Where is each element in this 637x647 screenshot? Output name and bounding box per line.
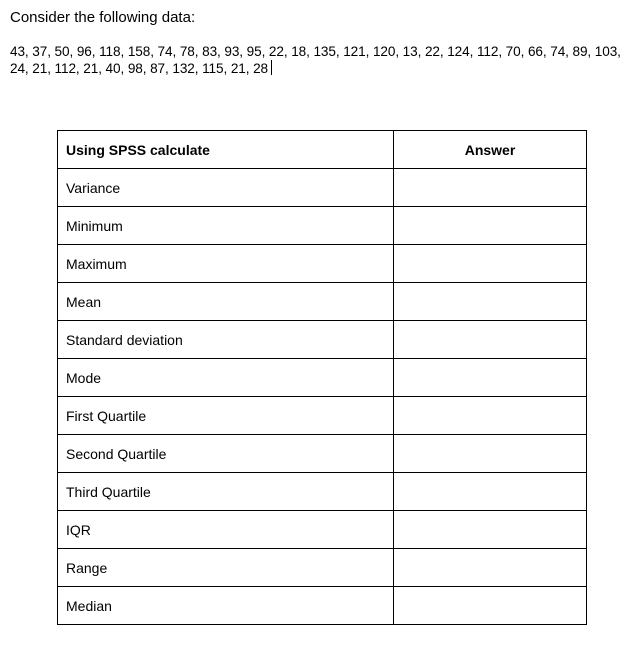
table-row: [58, 359, 587, 397]
data-values-text: 43, 37, 50, 96, 118, 158, 74, 78, 83, 93, 95, 22, 18, 135, 121, 120, 13, 22, 124, 112, 70, 66, 74, 89, 103, 24, 21, 112, 21, 40, 98, 87, 132, 115, 21, 28: [10, 44, 621, 76]
table-row: [58, 245, 587, 283]
intro-text: Consider the following data:: [10, 9, 196, 26]
table-row: [58, 549, 587, 587]
answer-cell-variance[interactable]: [394, 169, 587, 207]
table-row: [58, 473, 587, 511]
data-values: [10, 43, 632, 77]
table-row: [58, 283, 587, 321]
row-label-iqr: IQR: [58, 511, 394, 549]
row-label-third-quartile: Third Quartile: [58, 473, 394, 511]
answer-cell-first-quartile[interactable]: [394, 397, 587, 435]
answer-cell-mean[interactable]: [394, 283, 587, 321]
row-label-variance: Variance: [58, 169, 394, 207]
calculation-table: [57, 130, 587, 625]
text-cursor: [271, 60, 272, 75]
row-label-median: Median: [58, 587, 394, 625]
answer-cell-median[interactable]: [394, 587, 587, 625]
header-answer: Answer: [394, 131, 587, 169]
table-row: [58, 321, 587, 359]
table-header-row: [58, 131, 587, 169]
answer-cell-second-quartile[interactable]: [394, 435, 587, 473]
row-label-minimum: Minimum: [58, 207, 394, 245]
answer-cell-minimum[interactable]: [394, 207, 587, 245]
answer-cell-standard-deviation[interactable]: [394, 321, 587, 359]
table-row: [58, 207, 587, 245]
row-label-mode: Mode: [58, 359, 394, 397]
row-label-first-quartile: First Quartile: [58, 397, 394, 435]
table-row: [58, 397, 587, 435]
header-task: Using SPSS calculate: [58, 131, 394, 169]
row-label-mean: Mean: [58, 283, 394, 321]
row-label-range: Range: [58, 549, 394, 587]
answer-cell-mode[interactable]: [394, 359, 587, 397]
table-row: [58, 587, 587, 625]
table-row: [58, 511, 587, 549]
table-row: [58, 169, 587, 207]
row-label-second-quartile: Second Quartile: [58, 435, 394, 473]
row-label-standard-deviation: Standard deviation: [58, 321, 394, 359]
answer-cell-third-quartile[interactable]: [394, 473, 587, 511]
answer-cell-range[interactable]: [394, 549, 587, 587]
table-row: [58, 435, 587, 473]
row-label-maximum: Maximum: [58, 245, 394, 283]
answer-cell-iqr[interactable]: [394, 511, 587, 549]
answer-cell-maximum[interactable]: [394, 245, 587, 283]
